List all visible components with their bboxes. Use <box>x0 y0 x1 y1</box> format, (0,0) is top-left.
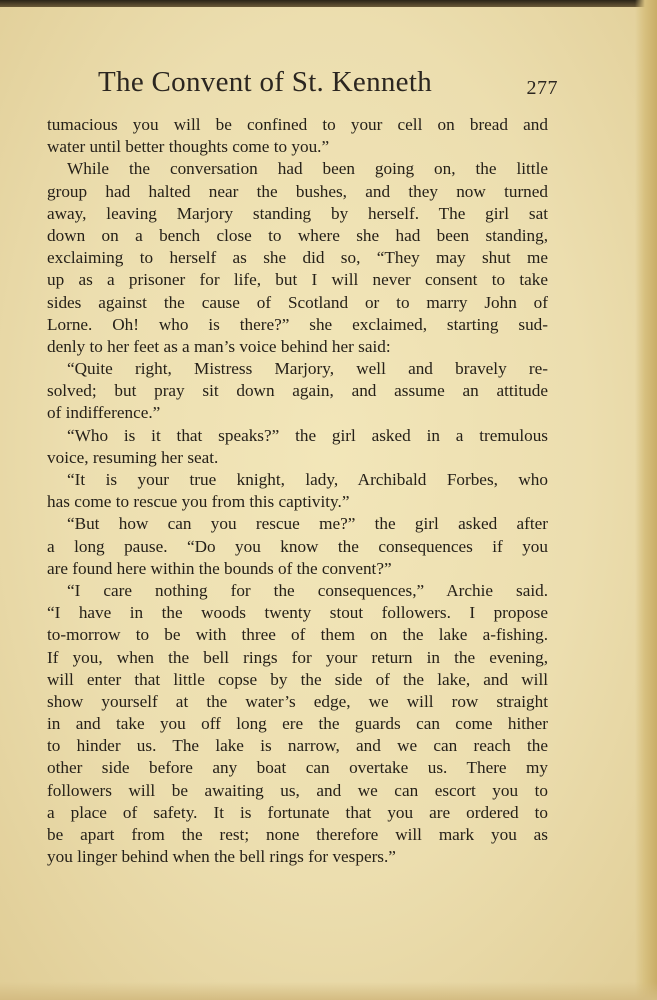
text-line: are found here within the bounds of the convent?” <box>47 558 392 578</box>
page-right-edge <box>635 0 657 1000</box>
text-line: you linger behind when the bell rings for vespers.” <box>47 847 396 867</box>
text-line: Lorne. Oh! who is there?” she exclaimed, starting sud- <box>47 314 548 334</box>
text-line: in and take you off long ere the guards can come hither <box>47 714 548 734</box>
text-line: down on a bench close to where she had been standing, <box>47 225 548 245</box>
page-top-edge <box>0 0 657 7</box>
text-line: If you, when the bell rings for your return in the evening, <box>47 647 548 667</box>
page-bottom-edge <box>0 982 657 1000</box>
text-line: solved; but pray sit down again, and assume an attitude <box>47 381 548 401</box>
text-line: tumacious you will be confined to your cell on bread and <box>47 115 548 134</box>
text-line: denly to her feet as a man’s voice behind her said: <box>47 336 391 356</box>
text-line: be apart from the rest; none therefore will mark you as <box>47 825 548 844</box>
text-line: up as a prisoner for life, but I will never consent to take <box>47 270 548 290</box>
body-text <box>47 114 548 868</box>
text-line: a long pause. “Do you know the consequences if you <box>47 536 548 556</box>
text-line: “But how can you rescue me?” the girl asked after <box>67 514 548 534</box>
text-line: sides against the cause of Scotland or to marry John of <box>47 292 548 312</box>
text-line: other side before any boat can overtake us. There my <box>47 758 548 778</box>
page-number: 277 <box>526 77 558 99</box>
text-line: voice, resuming her seat. <box>47 447 219 467</box>
text-line: a place of safety. It is fortunate that you are ordered to <box>47 802 548 822</box>
text-line: group had halted near the bushes, and they now turned <box>47 181 548 201</box>
text-line: will enter that little copse by the side of the lake, and will <box>47 669 548 689</box>
text-line: “Who is it that speaks?” the girl asked in a tremulous <box>67 425 548 445</box>
text-line: “I care nothing for the consequences,” Archie said. <box>67 580 548 600</box>
chapter-title: The Convent of St. Kenneth <box>98 66 432 98</box>
text-line: “It is your true knight, lady, Archibald Forbes, who <box>67 470 548 489</box>
text-line: to hinder us. The lake is narrow, and we can reach the <box>47 736 548 756</box>
text-line: water until better thoughts come to you.” <box>47 137 330 157</box>
text-line: has come to rescue you from this captivity.” <box>47 492 350 512</box>
text-line: “I have in the woods twenty stout followers. I propose <box>47 603 548 623</box>
text-line: away, leaving Marjory standing by herself. The girl sat <box>47 203 548 223</box>
text-line: “Quite right, Mistress Marjory, well and bravely re- <box>67 359 548 379</box>
running-header <box>98 66 558 106</box>
text-line: exclaiming to herself as she did so, “They may shut me <box>47 248 548 268</box>
text-line: show yourself at the water’s edge, we will row straight <box>47 691 548 711</box>
text-line: While the conversation had been going on, the little <box>67 159 548 179</box>
text-line: to-morrow to be with three of them on the lake a-fishing. <box>47 625 548 645</box>
text-line: followers will be awaiting us, and we can escort you to <box>47 780 548 800</box>
text-line: of indifference.” <box>47 403 161 423</box>
